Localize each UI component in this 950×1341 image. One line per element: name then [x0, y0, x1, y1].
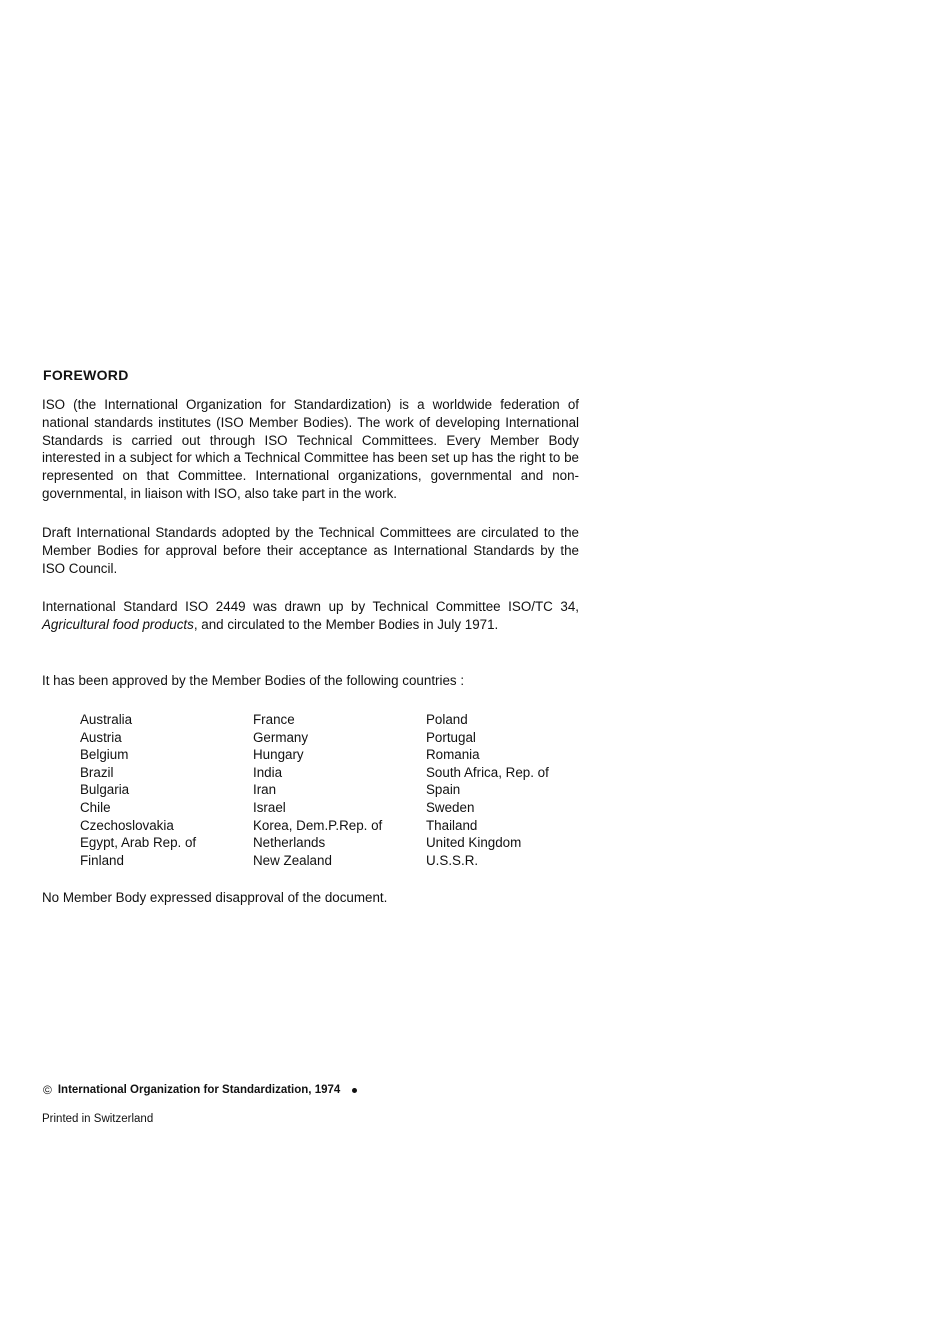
country-item: Romania	[426, 747, 480, 763]
country-list	[80, 711, 606, 869]
country-item: Bulgaria	[80, 782, 130, 798]
committee-title: Agricultural food products	[42, 616, 194, 632]
foreword-paragraph-5: No Member Body expressed disapproval of the document.	[42, 890, 388, 905]
country-item: Netherlands	[253, 835, 326, 851]
country-item: Poland	[426, 712, 468, 727]
country-item: Iran	[253, 782, 277, 798]
bullet-icon	[352, 1088, 357, 1093]
country-column-3	[426, 711, 606, 869]
copyright-line	[43, 1083, 357, 1097]
country-item: Korea, Dem.P.Rep. of	[253, 817, 383, 833]
country-item: France	[253, 712, 295, 727]
country-item: South Africa, Rep. of	[426, 764, 549, 780]
foreword-paragraph-3	[42, 598, 579, 634]
country-item: Spain	[426, 782, 461, 798]
country-item: Czechoslovakia	[80, 817, 174, 833]
country-item: Portugal	[426, 729, 476, 745]
copyright-text: International Organization for Standardization, 1974	[57, 1084, 341, 1096]
foreword-heading: FOREWORD	[43, 367, 129, 383]
foreword-paragraph-4: It has been approved by the Member Bodies of the following countries :	[42, 673, 465, 688]
country-item: New Zealand	[253, 852, 332, 868]
country-item: Finland	[80, 852, 124, 868]
country-item: Israel	[253, 799, 286, 815]
printed-in-note: Printed in Switzerland	[42, 1113, 154, 1125]
country-item: U.S.S.R.	[426, 852, 479, 868]
copyright-icon: ©	[43, 1083, 52, 1097]
country-item: India	[253, 764, 283, 780]
country-item: Germany	[253, 729, 309, 745]
country-item: Brazil	[80, 764, 114, 780]
country-item: United Kingdom	[426, 835, 522, 851]
country-item: Chile	[80, 799, 111, 815]
country-item: Sweden	[426, 799, 475, 815]
paragraph-3-start: International Standard ISO 2449 was drawn up by Technical Committee ISO/TC 34,	[42, 599, 579, 614]
country-item: Australia	[80, 712, 133, 727]
paragraph-3-end: , and circulated to the Member Bodies in July 1971.	[193, 616, 499, 632]
country-column-1	[80, 711, 253, 869]
country-item: Austria	[80, 729, 122, 745]
country-item: Thailand	[426, 817, 478, 833]
country-item: Belgium	[80, 747, 129, 763]
foreword-paragraph-2: Draft International Standards adopted by the Technical Committees are circulated to the Member Bodies for approval before their acceptance as International Standards by the ISO Council.	[42, 525, 579, 576]
country-column-2	[253, 711, 426, 869]
foreword-paragraph-1: ISO (the International Organization for Standardization) is a worldwide federation of national standards institutes (ISO Member Bodies). The work of developing International Standards is carried out through ISO Technical Committees. Every Member Body interested in a subject for which a Technical Committee has been set up has the right to be represented on that Committee. International organizations, governmental and non-governmental, in liaison with ISO, also take part in the work.	[42, 397, 579, 501]
country-item: Egypt, Arab Rep. of	[80, 835, 197, 851]
country-item: Hungary	[253, 747, 304, 763]
